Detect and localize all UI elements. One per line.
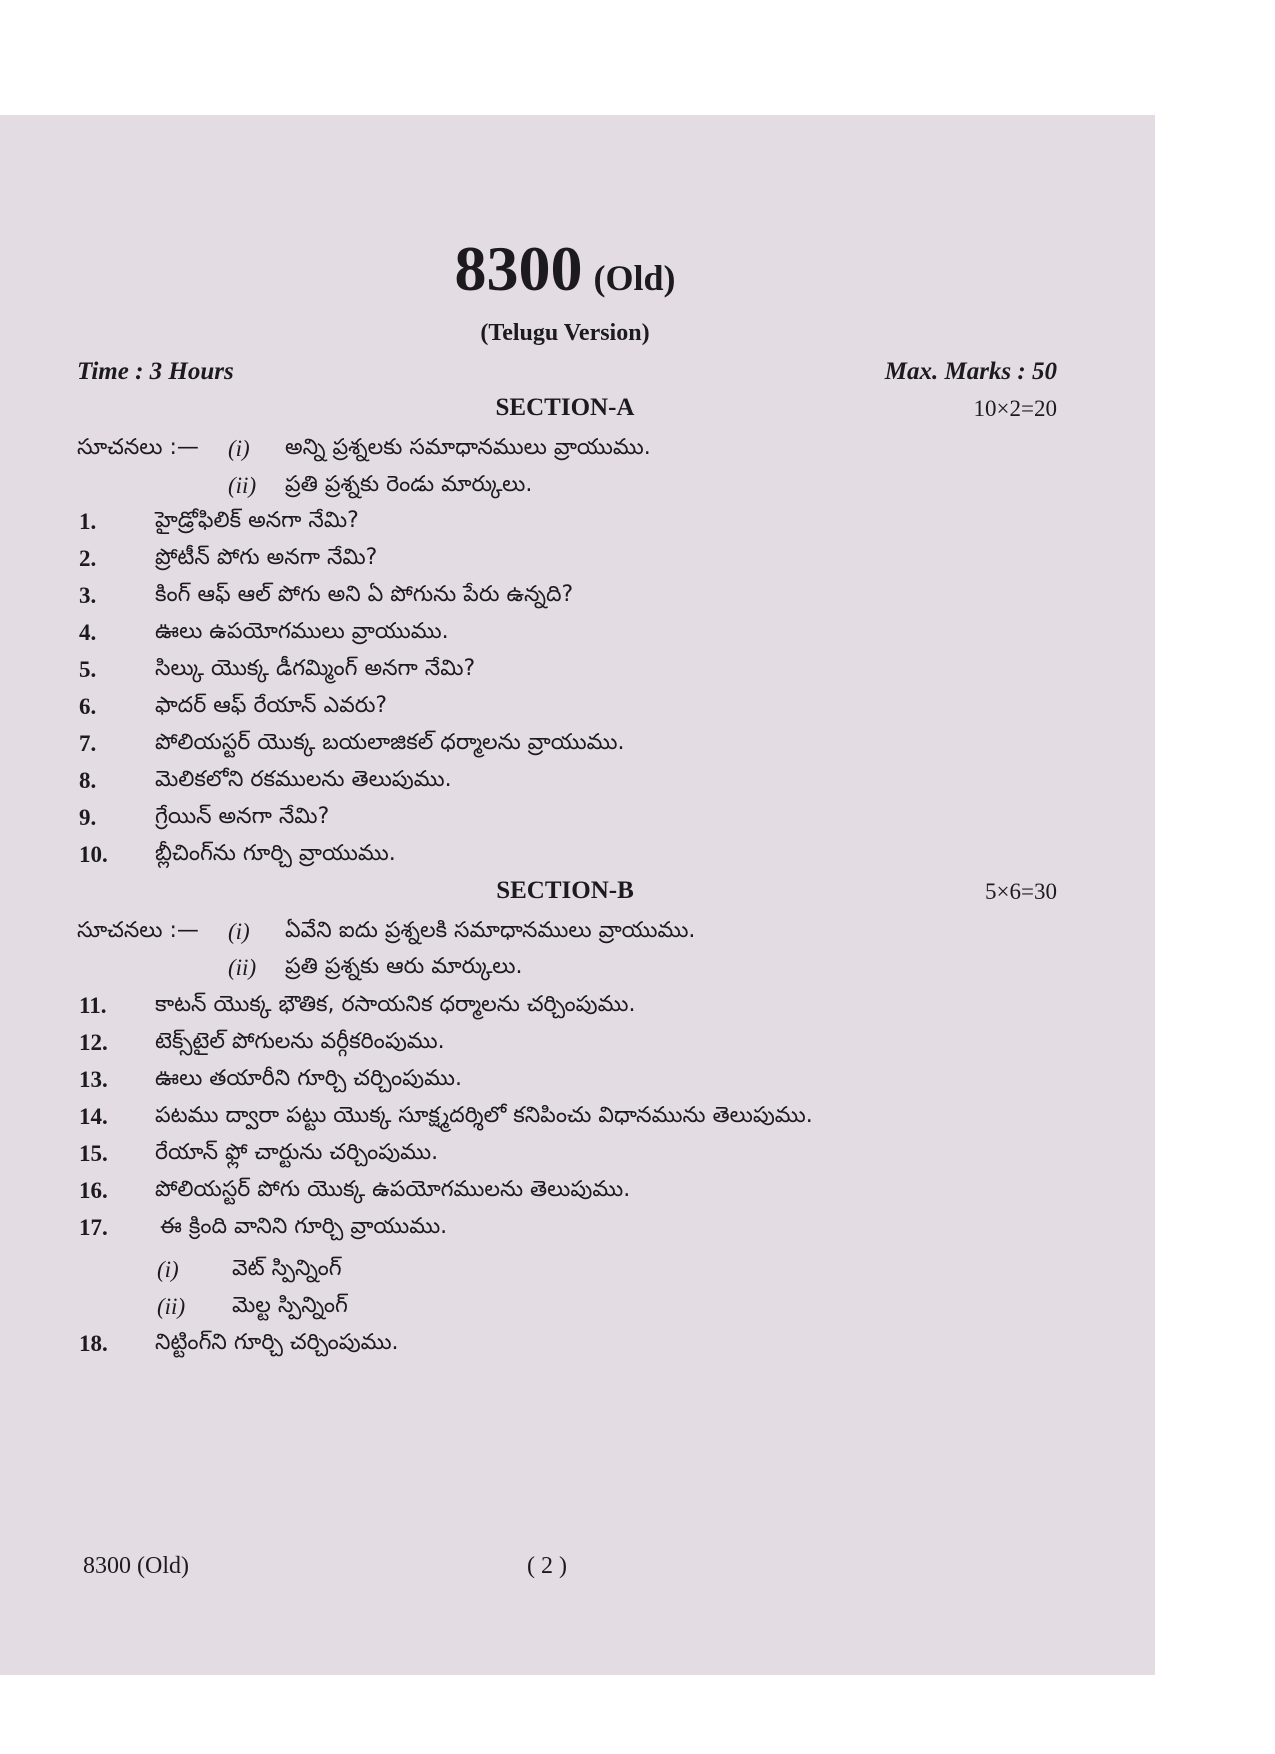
max-marks-label: Max. Marks : 50 [884,358,1057,385]
question-number: 1. [79,509,97,534]
question-text: హైడ్రోఫిలిక్ అనగా నేమి? [155,508,359,533]
sub-item-text: మెల్ట స్పిన్నింగ్ [232,1293,348,1318]
section-a-instruction-roman: (ii) [228,473,257,498]
sub-item-text: వెట్ స్పిన్నింగ్ [232,1256,342,1281]
question-number: 13. [79,1067,108,1092]
question-number: 6. [79,694,97,719]
page-number: ( 2 ) [527,1553,567,1579]
question-text: రేయాన్ ఫ్లో చార్టును చర్చింపుము. [155,1140,439,1165]
section-b-instruction-text: ఏవేని ఐదు ప్రశ్నలకి సమాధానములు వ్రాయుము. [285,918,696,943]
question-text: బ్లీచింగ్‌ను గూర్చి వ్రాయుము. [155,841,396,866]
question-text: సిల్కు యొక్క డీగమ్మింగ్ అనగా నేమి? [155,656,476,681]
question-number: 16. [79,1178,108,1203]
section-b-title: SECTION-B [496,877,634,904]
section-b-instruction-roman: (i) [228,919,250,944]
question-number: 8. [79,768,97,793]
question-text: టెక్స్‌టైల్ పోగులను వర్గీకరింపుము. [155,1029,445,1054]
question-number: 11. [79,993,107,1018]
question-text: మెలికలోని రకములను తెలుపుము. [155,767,452,792]
question-number: 14. [79,1104,108,1129]
question-text: గ్రేయిన్ అనగా నేమి? [155,804,330,829]
question-text: ఈ క్రింది వానిని గూర్చి వ్రాయుము. [160,1214,448,1239]
question-number: 9. [79,805,97,830]
question-text: ఫాదర్ ఆఫ్ రేయాన్ ఎవరు? [155,693,388,718]
question-text: కాటన్ యొక్క భౌతిక, రసాయనిక ధర్మాలను చర్చింపుము. [155,992,636,1017]
question-number: 15. [79,1141,108,1166]
paper-code-number: 8300 [454,233,583,304]
question-text: కింగ్ ఆఫ్ ఆల్ పోగు అని ఏ పోగును పేరు ఉన్నది? [155,582,574,607]
section-a-instruction-text: అన్ని ప్రశ్నలకు సమాధానములు వ్రాయుము. [285,435,651,460]
question-number: 5. [79,657,97,682]
section-b-instruction-label: సూచనలు :— [77,918,199,943]
question-text: పోలియస్టర్ యొక్క బయలాజికల్ ధర్మాలను వ్రాయుము. [155,730,625,755]
question-number: 18. [79,1331,108,1356]
section-a-instruction-roman: (i) [228,436,250,461]
time-label: Time : 3 Hours [77,358,234,385]
section-a-title: SECTION-A [495,394,635,421]
question-number: 10. [79,842,108,867]
paper-code [0,232,1130,306]
question-text: ప్రోటీన్ పోగు అనగా నేమి? [155,545,378,570]
question-number: 7. [79,731,97,756]
paper-code-suffix: (Old) [593,258,676,298]
section-b-instruction-roman: (ii) [228,955,257,980]
section-a-instruction-text: ప్రతి ప్రశ్నకు రెండు మార్కులు. [285,472,533,497]
sub-item-roman: (ii) [157,1294,186,1319]
question-text: ఊలు తయారీని గూర్చి చర్చింపుము. [155,1066,462,1091]
section-b-instruction-text: ప్రతి ప్రశ్నకు ఆరు మార్కులు. [285,954,523,979]
question-text: పోలియస్టర్ పోగు యొక్క ఉపయోగములను తెలుపుము. [155,1177,631,1202]
section-a-marks: 10×2=20 [973,396,1057,421]
question-text: ఊలు ఉపయోగములు వ్రాయుము. [155,619,449,644]
section-b-marks: 5×6=30 [985,879,1057,904]
question-number: 17. [79,1215,108,1240]
sub-item-roman: (i) [157,1257,179,1282]
question-number: 4. [79,620,97,645]
question-text: నిట్టింగ్‌ని గూర్చి చర్చింపుము. [155,1330,399,1355]
section-a-instruction-label: సూచనలు :— [77,435,199,460]
footer-code: 8300 (Old) [83,1553,189,1579]
question-number: 2. [79,546,97,571]
question-number: 3. [79,583,97,608]
question-text: పటము ద్వారా పట్టు యొక్క సూక్ష్మదర్శిలో కనిపించు విధానమును తెలుపుము. [155,1103,813,1128]
version-label: (Telugu Version) [480,320,650,346]
question-number: 12. [79,1030,108,1055]
